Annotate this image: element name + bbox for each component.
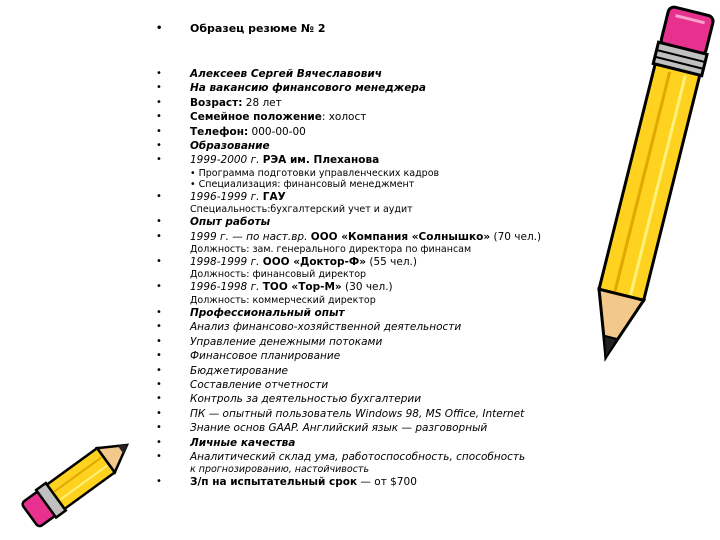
salary-label: З/п на испытательный срок: [190, 476, 358, 489]
list-item: [156, 230, 576, 255]
edu2-specialty: Специальность:бухгалтерский учет и аудит: [190, 204, 413, 216]
vacancy: На вакансию финансового менеджера: [190, 82, 426, 95]
list-item: [156, 255, 576, 280]
edu1-program: • Программа подготовки управленческих кадров: [190, 167, 440, 179]
bullet: •: [156, 190, 162, 202]
job1-period: 1999 г. — по наст.вр.: [190, 230, 311, 243]
bullet: •: [156, 306, 162, 318]
job2-period: 1998-1999 г.: [190, 256, 263, 269]
job3-position: Должность: коммерческий директор: [190, 294, 376, 306]
job1-position: Должность: зам. генерального директора по финансам: [190, 244, 472, 256]
list-item: [156, 475, 576, 489]
bullet: •: [156, 335, 162, 347]
list-item: [156, 306, 576, 320]
list-item: [156, 96, 576, 110]
edu1-school: РЭА им. Плеханова: [262, 154, 380, 167]
personal-line-1: Аналитический склад ума, работоспособность, способность: [190, 450, 526, 463]
bullet: •: [156, 96, 162, 108]
skill-item: Управление денежными потоками: [190, 335, 383, 348]
list-item: [156, 436, 576, 450]
bullet: •: [156, 216, 162, 228]
professional-heading: Профессиональный опыт: [190, 306, 345, 319]
bullet: •: [156, 450, 162, 462]
experience-heading: Опыт работы: [190, 216, 271, 229]
marital-value: : холост: [321, 111, 367, 124]
list-item: [156, 378, 576, 392]
bullet: •: [156, 140, 162, 152]
personal-line-2: к прогнозированию, настойчивость: [190, 464, 370, 476]
job3-period: 1996-1998 г.: [190, 281, 263, 294]
list-item: [156, 139, 576, 153]
page-title: Образец резюме № 2: [190, 22, 326, 35]
bullet: •: [156, 422, 162, 434]
list-item: [156, 81, 576, 95]
education-heading: Образование: [190, 140, 270, 153]
bullet: •: [156, 364, 162, 376]
skill-item: Знание основ GAAP. Английский язык — разговорный: [190, 422, 488, 435]
list-item: [156, 349, 576, 363]
job2-size: (55 чел.): [366, 256, 417, 269]
bullet: •: [156, 82, 162, 94]
job3-company: ТОО «Тор-М»: [262, 281, 342, 294]
age-value: 28 лет: [242, 96, 282, 109]
skill-item: Бюджетирование: [190, 364, 289, 377]
edu1-years: 1999-2000 г.: [190, 154, 263, 167]
bullet: •: [156, 68, 162, 79]
list-item: [156, 280, 576, 305]
list-item: [156, 450, 576, 475]
bullet: •: [156, 125, 162, 137]
list-item: [156, 364, 576, 378]
bullet: •: [156, 407, 162, 419]
job2-position: Должность: финансовый директор: [190, 269, 367, 281]
bullet: •: [156, 111, 162, 123]
skill-item: Составление отчетности: [190, 378, 329, 391]
job1-size: (70 чел.): [490, 230, 542, 243]
pencil-small-icon: [0, 428, 150, 540]
bullet: •: [156, 230, 162, 242]
job2-company: ООО «Доктор-Ф»: [262, 256, 367, 269]
list-item: [156, 320, 576, 334]
list-item: [156, 421, 576, 435]
bullet: •: [156, 476, 162, 488]
candidate-name: Алексеев Сергей Вячеславович: [190, 68, 382, 80]
list-item: [156, 190, 576, 215]
skill-item: Контроль за деятельностью бухгалтерии: [190, 393, 422, 406]
edu1-specialization: • Специализация: финансовый менеджмент: [190, 178, 415, 190]
bullet: •: [156, 378, 162, 390]
pencil-large-icon: [575, 0, 720, 392]
bullet: •: [156, 436, 162, 448]
resume-list: [156, 67, 576, 490]
bullet: •: [156, 350, 162, 362]
list-item: [156, 407, 576, 421]
bullet: •: [156, 281, 162, 293]
age-label: Возраст:: [190, 96, 243, 109]
job3-size: (30 чел.): [341, 281, 393, 294]
list-item: [156, 215, 576, 229]
bullet: •: [156, 321, 162, 333]
marital-label: Семейное положение: [190, 111, 322, 124]
skill-item: ПК — опытный пользователь Windows 98, MS Office, Internet: [190, 407, 525, 420]
list-item: [156, 67, 576, 81]
phone-value: 000-00-00: [248, 125, 306, 138]
bullet: •: [156, 393, 162, 405]
list-item: [156, 392, 576, 406]
personal-heading: Личные качества: [190, 436, 296, 449]
list-item: [156, 125, 576, 139]
bullet: •: [156, 256, 162, 268]
bullet: •: [156, 154, 162, 166]
edu2-school: ГАУ: [262, 190, 286, 203]
skill-item: Анализ финансово-хозяйственной деятельности: [190, 321, 462, 334]
job1-company: ООО «Компания «Солнышко»: [310, 230, 491, 243]
list-item: [156, 153, 576, 189]
bullet: •: [156, 23, 163, 34]
phone-label: Телефон:: [190, 125, 249, 138]
edu2-years: 1996-1999 г.: [190, 190, 263, 203]
skill-item: Финансовое планирование: [190, 350, 341, 363]
list-item: [156, 335, 576, 349]
salary-value: — от $700: [357, 476, 417, 489]
list-item: [156, 110, 576, 124]
